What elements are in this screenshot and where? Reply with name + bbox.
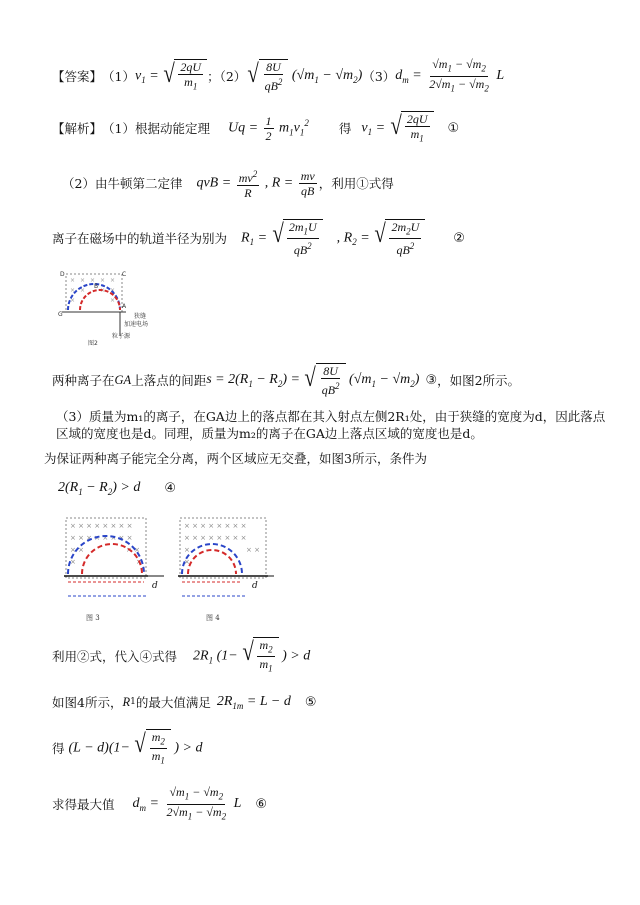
use1-text: ，利用①式得 <box>318 176 394 191</box>
svg-text:×: × <box>110 277 116 284</box>
answer-part3: （3） <box>362 69 396 84</box>
radius-text: 离子在磁场中的轨道半径为别为 <box>52 231 228 246</box>
substituted-formula: $2R_1$ (1− √ $\frac{m_2}{m_1}$ ) > d <box>193 636 311 674</box>
svg-text:×: × <box>100 287 106 294</box>
answer-part1: （1） <box>102 69 135 84</box>
figures-3-4-svg <box>56 512 276 624</box>
svg-text:× ×: × × <box>126 546 140 554</box>
condition-line <box>58 476 176 500</box>
circled-4: ④ <box>164 480 176 496</box>
fig3-caption: 图 3 <box>86 614 100 622</box>
analysis-p1-text: （1）根据动能定理 <box>102 121 210 136</box>
figure-2-svg <box>54 266 164 348</box>
svg-text:×: × <box>184 558 190 566</box>
dm-result: $d_m$ = $\frac{√m_1 - √m_2}{2√m_1 - √m_2}$ L <box>132 785 242 821</box>
de2-text: 得 <box>52 741 65 756</box>
inequality-formula: (L − d)(1− √ $\frac{m_2}{m_1}$ ) > d <box>68 728 203 766</box>
fig2-label-A: A <box>122 303 127 310</box>
circled-1: ① <box>447 120 460 136</box>
answer-part2: ；（2） <box>207 69 247 84</box>
fig2-caption: 图2 <box>88 340 98 347</box>
analysis-line-2 <box>62 166 394 200</box>
energy-formula: Uq = $\frac{1}{2}$ $m_1v_1^2$ <box>227 113 309 143</box>
paragraph-3: （3）质量为m₁的离子，在GA边上的落点都在其入射点左侧2R₁处，由于狭缝的宽度为d，因此落点区域的宽度也是d。同理，质量为m₂的离子在GA边上落点区域的宽度也是d。 <box>56 409 606 441</box>
radius-line <box>52 220 465 256</box>
fig4-caption: 图 4 <box>206 614 220 622</box>
svg-text:×: × <box>70 277 76 284</box>
de2-line <box>52 728 203 768</box>
fig2-label-field: 加速电场 <box>124 321 149 328</box>
de-text: 得 <box>338 121 352 136</box>
use2-line <box>52 636 310 676</box>
r1-formula: $R_1$ = √ $\frac{2m_1U}{qB^2}$ <box>241 219 323 257</box>
v1-formula: $v_1$ = √ $\frac{2qU}{m_1}$ <box>135 59 207 93</box>
svg-text:×: × <box>110 297 116 304</box>
fig2-ref: ，如图2所示。 <box>437 373 521 388</box>
distance-text2: 上落点的间距 <box>131 373 207 388</box>
condition-formula: $2(R_1 - R_2) > d$ <box>58 479 141 497</box>
r2-formula: , $R_2$ = √ $\frac{2m_2U}{qB^2}$ <box>337 219 426 257</box>
fig2-label-B: B <box>94 283 99 290</box>
circled-2: ② <box>453 230 465 246</box>
analysis-label: 【解析】 <box>52 121 103 136</box>
max-r1-formula: $2R_{1m} = L - d$ <box>216 693 291 711</box>
circled-5: ⑤ <box>304 694 317 710</box>
svg-text:×: × <box>70 297 76 304</box>
svg-text:× × × × × × × ×: × × × × × × × × <box>70 522 133 530</box>
fig2-label-D: D <box>60 271 65 278</box>
newton-formula: qvB = $\frac{mv^2}{R}$ , R = $\frac{mv}{qB}$ <box>196 168 315 200</box>
paragraph-4: 为保证两种离子能完全分离，两个区域应无交叠，如图3所示，条件为 <box>44 451 427 466</box>
distance-text: 两种离子在 <box>52 373 115 388</box>
svg-text:×: × <box>70 287 76 294</box>
svg-text:×: × <box>80 287 86 294</box>
circled-6: ⑥ <box>255 796 268 812</box>
svg-text:×: × <box>110 287 116 294</box>
svg-text:×: × <box>70 558 76 566</box>
svg-text:×: × <box>100 277 106 284</box>
svg-text:×: × <box>136 558 142 566</box>
svg-text:d: d <box>252 581 258 591</box>
circled-3: ③ <box>425 372 438 388</box>
svg-text:× ×: × × <box>70 546 84 554</box>
svg-text:d: d <box>152 581 158 591</box>
max-line <box>52 784 267 824</box>
svg-text:× × × × × × × ×: × × × × × × × × <box>184 522 247 530</box>
svg-text:× × × × × × × ×: × × × × × × × × <box>184 534 247 542</box>
analysis-p2-text: （2）由牛顿第二定律 <box>62 176 183 191</box>
svg-text:×: × <box>80 277 86 284</box>
fig4-line: 如图4所示， R 1 的最大值满足 $2R_{1m} = L - d$ ⑤ <box>52 693 317 711</box>
use2-text: 利用②式，代入④式得 <box>52 649 178 664</box>
svg-text:×: × <box>90 277 96 284</box>
distance-formula: √ $\frac{8U}{qB^2}$ $(√m_1 - √m_2)$ <box>247 59 363 93</box>
fig2-label-G: G <box>58 311 63 318</box>
v1-result: $v_1$ = √ $\frac{2qU}{m_1}$ <box>361 111 433 145</box>
svg-text:× ×: × × <box>246 546 260 554</box>
fig2-label-slit: 狭缝 <box>134 313 147 320</box>
figures-3-4 <box>56 512 276 624</box>
answer-label: 【答案】 <box>52 69 103 84</box>
svg-text:×: × <box>184 546 190 554</box>
figure-2 <box>54 266 164 348</box>
svg-text:× × × × × × × ×: × × × × × × × × <box>70 534 133 542</box>
distance-line: 两种离子在 GA 上落点的间距 $s = 2(R_1 - R_2)$ = √ $\frac{8U}{qB^2}$ $(√m_1 - √m_2)$ ③ ，如图2所示。 <box>52 363 521 397</box>
dm-formula: $d_m$ = $\frac{√m_1 - √m_2}{2√m_1 - √m_2}$ L <box>395 57 505 93</box>
spacing-formula: $s = 2(R_1 - R_2)$ = √ $\frac{8U}{qB^2}$ $(√m_1 - √m_2)$ <box>206 363 420 397</box>
fig4-text2: 的最大值满足 <box>135 695 211 710</box>
fig2-label-source: 粒子源 <box>112 333 131 340</box>
answer-line <box>52 58 504 94</box>
fig4-text: 如图4所示， <box>52 695 123 710</box>
fig2-label-C: C <box>122 271 127 278</box>
max-text: 求得最大值 <box>52 797 115 812</box>
analysis-line-1 <box>52 110 459 146</box>
